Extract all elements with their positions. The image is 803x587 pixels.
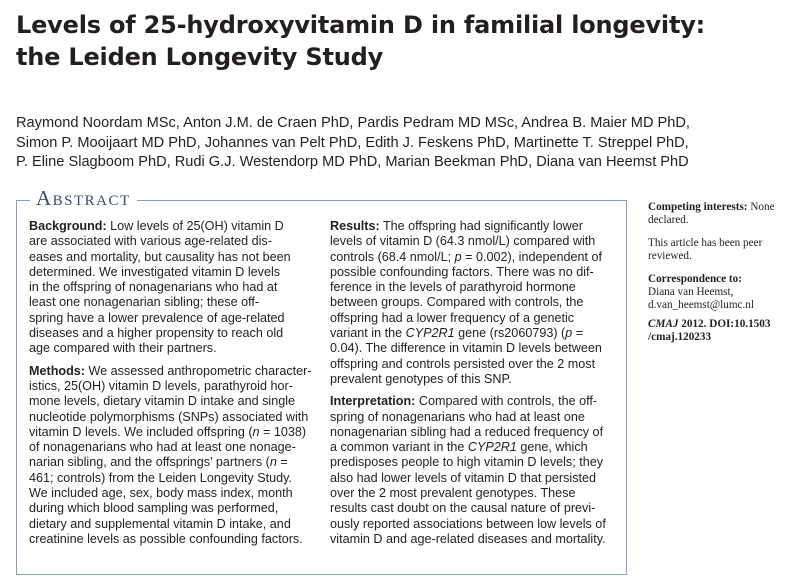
text-line: 0.04). The difference in vitamin D levels between (330, 341, 602, 356)
abstract-column-left (29, 219, 319, 554)
text-line: We assessed anthropometric character- (88, 363, 312, 378)
text-line: nonagenarian sibling had a reduced frequency of (330, 424, 604, 439)
text-line: = (276, 455, 288, 470)
author-list (16, 114, 791, 173)
text-line: spring have a lower prevalence of age-related (29, 310, 285, 325)
abstract-column-right (330, 219, 616, 554)
title-line-1: Levels of 25-hydroxyvitamin D in familial longevity: (16, 11, 706, 39)
text-line: over the 2 most prevalent genotypes. These (330, 486, 576, 501)
text-line: possible confounding factors. There was no dif- (330, 264, 594, 279)
results-label: Results: (330, 219, 380, 233)
authors-line-3: P. Eline Slagboom PhD, Rudi G.J. Westendorp MD PhD, Marian Beekman PhD, Diana van Heemst PhD (16, 154, 689, 170)
text-line: prevalent genotypes of this SNP. (330, 371, 512, 386)
text-line: mone levels, dietary vitamin D intake and single (29, 394, 295, 409)
text-line: levels of vitamin D (64.3 nmol/L) compared with (330, 234, 596, 249)
text-line: vitamin D and age-related diseases and mortality. (330, 531, 606, 546)
text-line: are associated with various age-related dis- (29, 234, 272, 249)
text-line: a common variant in the (330, 440, 468, 455)
correspondence-label: Correspondence to: (648, 272, 742, 285)
gene-name: CYP2R1 (405, 326, 455, 341)
text-line: offspring and controls persisted over the 2 most (330, 356, 596, 371)
text-line: = (572, 326, 584, 341)
italic-n: n (252, 424, 260, 439)
abstract-box (16, 186, 627, 575)
abstract-heading: Abstract (30, 185, 137, 211)
interpretation-label: Interpretation: (330, 394, 416, 409)
italic-n: n (269, 455, 277, 470)
article-sidebar (648, 201, 798, 354)
citation-journal: CMAJ (648, 317, 679, 330)
text-line: The offspring had significantly lower (382, 219, 583, 233)
background-label: Background: (29, 219, 107, 233)
sidebar-text: reviewed. (648, 250, 692, 263)
sidebar-text: None (747, 201, 775, 213)
text-line: spring of nonagenarians who had at least one (330, 409, 585, 424)
text-line: = 0.002), independent of (461, 249, 603, 264)
interpretation-paragraph (330, 394, 616, 547)
text-line: results cast doubt on the causal nature of previ- (330, 501, 596, 516)
text-line: istics, 25(OH) vitamin D levels, parathyroid hor- (29, 378, 293, 393)
text-line: 461; controls) from the Leiden Longevity Study. (29, 470, 292, 485)
correspondence (648, 273, 798, 313)
title-line-2: the Leiden Longevity Study (16, 43, 384, 71)
text-line: Compared with controls, the off- (418, 394, 598, 409)
text-line: predisposes people to high vitamin D levels; they (330, 455, 604, 470)
text-line: eases and mortality, but causality has not been (29, 249, 291, 264)
text-line: age compared with their partners. (29, 341, 217, 356)
peer-review-note (648, 237, 798, 264)
text-line: in the offspring of nonagenarians who had at (29, 280, 278, 295)
text-line: of nonagenarians who had at least one nonage- (29, 440, 296, 455)
text-line: during which blood sampling was performed, (29, 501, 279, 516)
text-line: also had lower levels of vitamin D that persisted (330, 470, 596, 485)
text-line: Low levels of 25(OH) vitamin D (110, 219, 284, 233)
italic-p: p (454, 249, 462, 264)
methods-label: Methods: (29, 363, 85, 378)
article-title (16, 9, 791, 73)
correspondence-name: Diana van Heemst, (648, 286, 734, 299)
text-line: variant in the (330, 326, 406, 341)
text-line: = 1038) (259, 424, 307, 439)
competing-interests-label: Competing interests: (648, 201, 748, 213)
citation (648, 318, 798, 345)
authors-line-2: Simon P. Mooijaart MD PhD, Johannes van Pelt PhD, Edith J. Feskens PhD, Martinette T. Streppel PhD, (16, 134, 689, 151)
italic-p: p (565, 326, 573, 341)
text-line: controls (68.4 nmol/L; (330, 249, 455, 264)
results-paragraph (330, 219, 616, 387)
text-line: narian sibling, and the offsprings’ partners ( (29, 455, 270, 470)
gene-name: CYP2R1 (467, 440, 517, 455)
text-line: ously reported associations between low levels of (330, 516, 606, 531)
text-line: gene (rs2060793) ( (454, 326, 566, 341)
text-line: between groups. Compared with controls, the (330, 295, 584, 310)
methods-paragraph (29, 364, 319, 548)
text-line: nucleotide polymorphisms (SNPs) associated with (29, 409, 309, 424)
text-line: We included age, sex, body mass index, month (29, 486, 293, 501)
text-line: creatinine levels as possible confounding factors. (29, 531, 303, 546)
text-line: dietary and supplemental vitamin D intake, and (29, 516, 291, 531)
sidebar-text: This article has been peer (648, 236, 763, 249)
text-line: gene, which (516, 440, 588, 455)
background-paragraph (29, 219, 319, 357)
text-line: diseases and a higher propensity to reach old (29, 326, 284, 341)
text-line: determined. We investigated vitamin D levels (29, 264, 281, 279)
citation-doi-cont: /cmaj.120233 (648, 331, 712, 344)
citation-doi: 2012. DOI:10.1503 (678, 317, 771, 330)
competing-interests (648, 201, 798, 228)
text-line: vitamin D levels. We included offspring ( (29, 424, 253, 439)
text-line: least one nonagenarian sibling; these off- (29, 295, 260, 310)
text-line: offspring had a lower frequency of a genetic (330, 310, 575, 325)
authors-line-1: Raymond Noordam MSc, Anton J.M. de Craen PhD, Pardis Pedram MD MSc, Andrea B. Maier MD PhD, (16, 115, 690, 131)
text-line: ference in the levels of parathyroid hormone (330, 280, 576, 295)
sidebar-text: declared. (648, 214, 689, 227)
correspondence-email[interactable]: d.van_heemst@lumc.nl (648, 299, 754, 312)
